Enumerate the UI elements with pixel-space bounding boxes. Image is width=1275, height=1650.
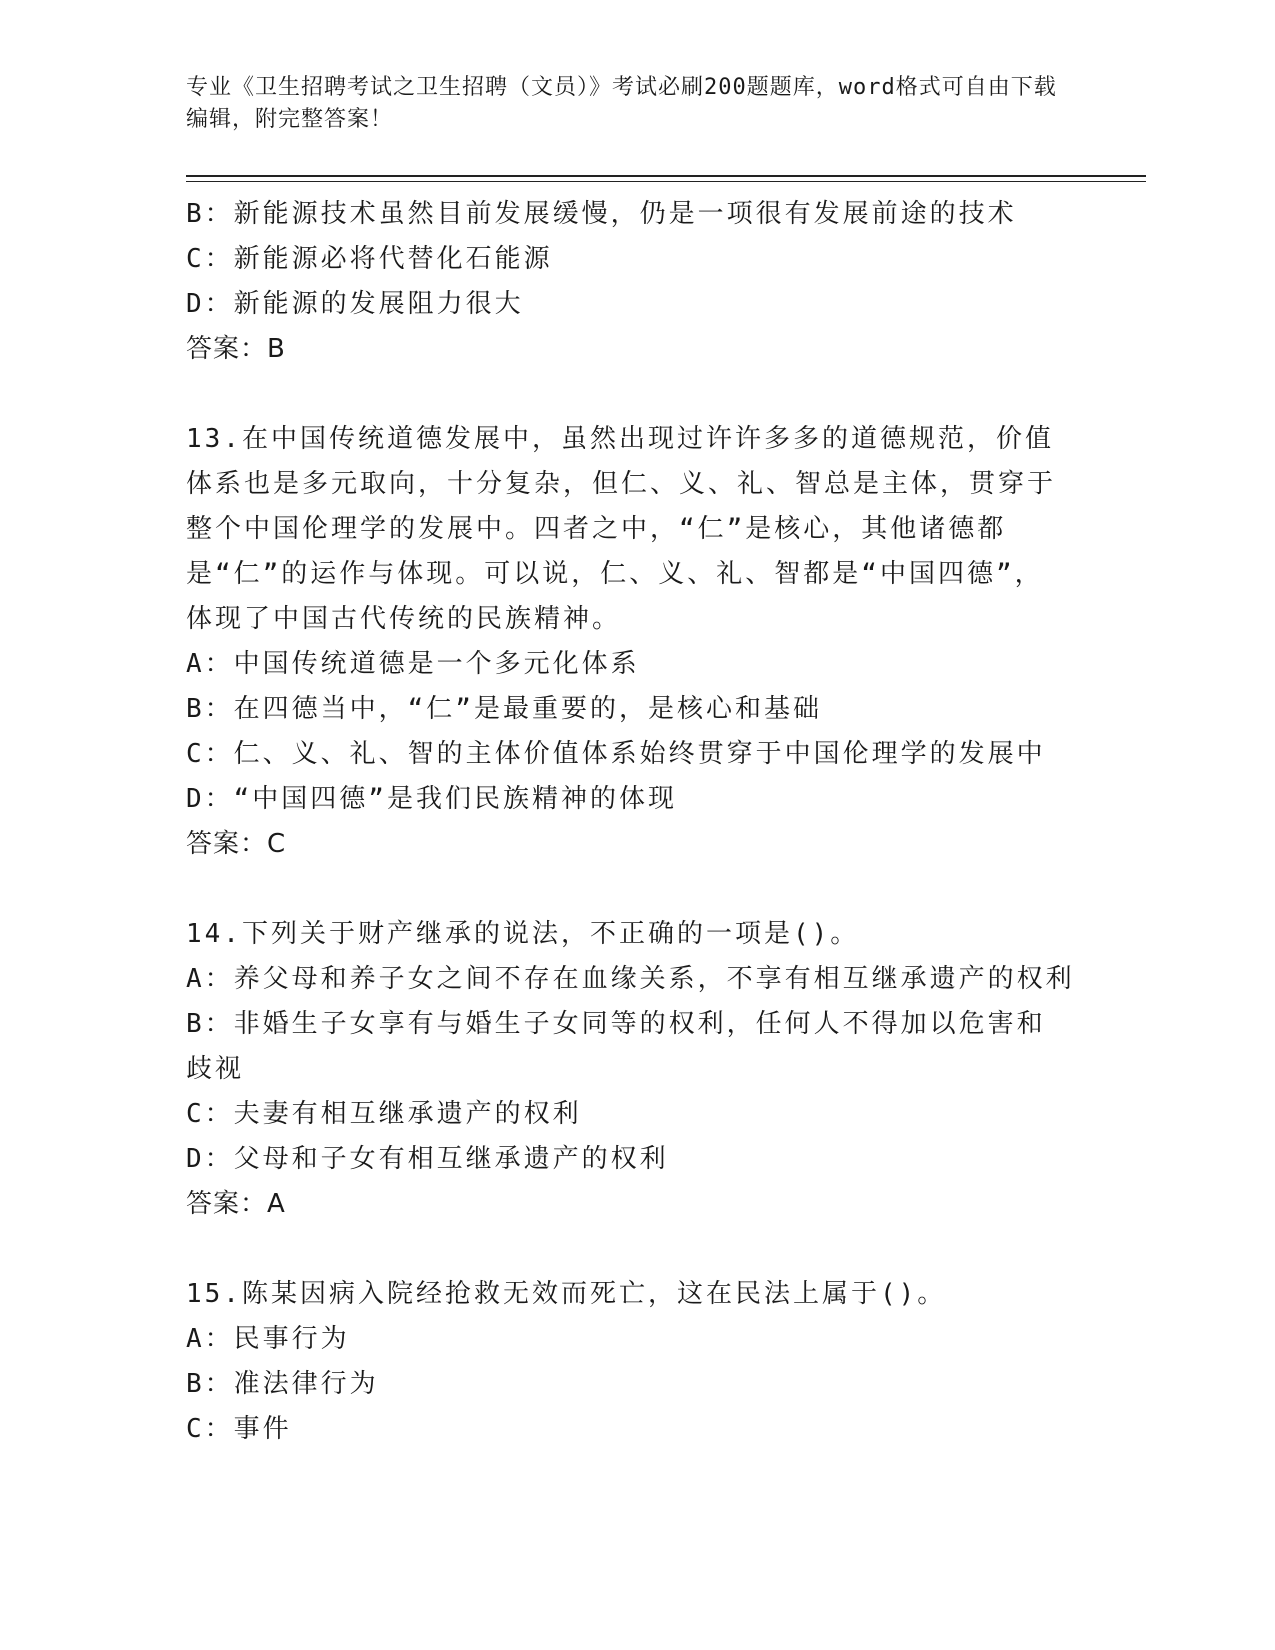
q14-stem: 14.下列关于财产继承的说法，不正确的一项是()。: [186, 919, 860, 949]
header-rule-thick: [186, 175, 1146, 177]
q14-answer: 答案：A: [186, 1189, 286, 1219]
q15-stem: 15.陈某因病入院经抢救无效而死亡，这在民法上属于()。: [186, 1279, 947, 1309]
q12-option-b: B：新能源技术虽然目前发展缓慢，仍是一项很有发展前途的技术: [186, 199, 1017, 229]
document-header: [186, 72, 1066, 136]
q14-option-c: C：夫妻有相互继承遗产的权利: [186, 1099, 582, 1129]
q13-option-b: B：在四德当中，“仁”是最重要的，是核心和基础: [186, 694, 822, 724]
q13-answer: 答案：C: [186, 829, 287, 859]
header-rule-thin: [186, 181, 1146, 182]
q14-option-a: A：养父母和养子女之间不存在血缘关系，不享有相互继承遗产的权利: [186, 964, 1075, 994]
q13-option-c: C：仁、义、礼、智的主体价值体系始终贯穿于中国伦理学的发展中: [186, 739, 1046, 769]
q13-option-d: D：“中国四德”是我们民族精神的体现: [186, 784, 677, 814]
spacer: [186, 1227, 1066, 1272]
header-text: 专业《卫生招聘考试之卫生招聘（文员）》考试必刷200题题库，word格式可自由下载编辑，附完整答案！: [186, 75, 1057, 132]
q14-option-d: D：父母和子女有相互继承遗产的权利: [186, 1144, 669, 1174]
q13-option-a: A：中国传统道德是一个多元化体系: [186, 649, 640, 679]
q15-option-c: C：事件: [186, 1414, 292, 1444]
spacer: [186, 867, 1066, 912]
q15-option-a: A：民事行为: [186, 1324, 350, 1354]
q13-stem: 13.在中国传统道德发展中，虽然出现过许许多多的道德规范，价值体系也是多元取向，十分复杂，但仁、义、礼、智总是主体，贯穿于整个中国伦理学的发展中。四者之中，“仁”是核心，其他诸德都是“仁”的运作与体现。可以说，仁、义、礼、智都是“中国四德”，体现了中国古代传统的民族精神。: [186, 424, 1057, 634]
q14-option-b: B：非婚生子女享有与婚生子女同等的权利，任何人不得加以危害和歧视: [186, 1009, 1046, 1084]
q15-option-b: B：准法律行为: [186, 1369, 379, 1399]
q12-option-d: D：新能源的发展阻力很大: [186, 289, 524, 319]
question-content: [186, 192, 1075, 1452]
spacer: [186, 372, 1066, 417]
q12-answer: 答案：B: [186, 334, 286, 364]
q12-option-c: C：新能源必将代替化石能源: [186, 244, 553, 274]
